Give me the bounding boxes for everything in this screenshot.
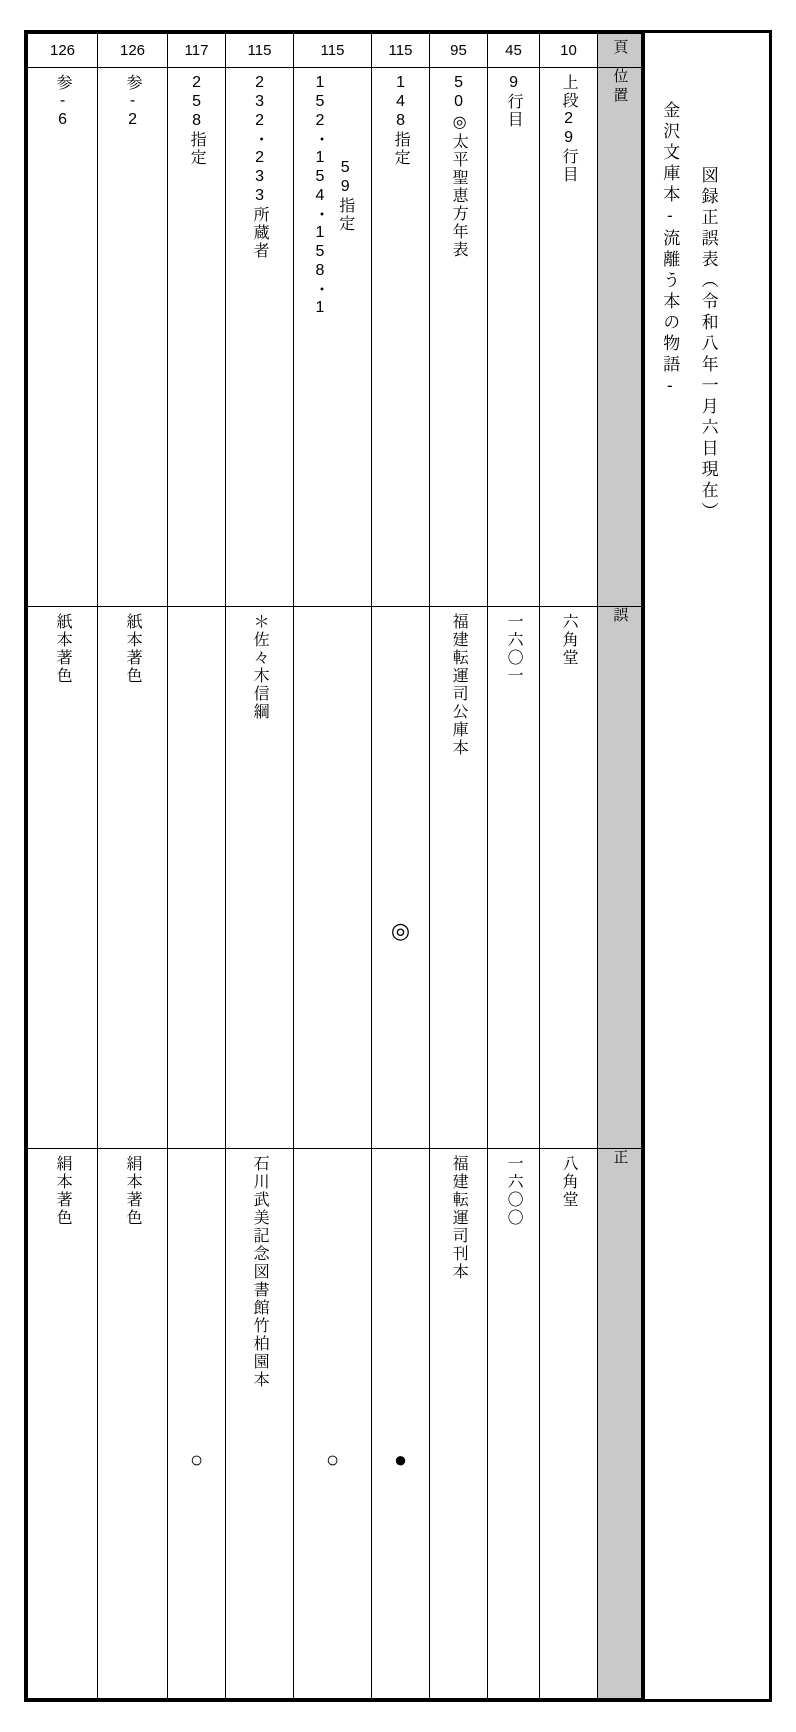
- cell-correct-7: [488, 1148, 540, 1698]
- cell-correct-2-mark: ○: [189, 1446, 204, 1472]
- cell-wrong-1-text: 紙本著色: [124, 613, 142, 686]
- cell-correct-7-text: 一六〇〇: [505, 1154, 523, 1227]
- cell-location-8-text: 上段29行目: [560, 74, 578, 185]
- cell-location-0-text: 参‐6: [54, 74, 72, 131]
- cell-wrong-5-mark: ◎: [390, 917, 411, 943]
- cell-location-3-text: 232・233所蔵者: [251, 74, 269, 261]
- cell-location-0: [28, 68, 98, 607]
- cell-correct-0: [28, 1148, 98, 1698]
- cell-wrong-7: [488, 607, 540, 1148]
- row-label-location: [598, 68, 642, 607]
- row-label-correct: [598, 1148, 642, 1698]
- cell-correct-4: [294, 1148, 372, 1698]
- cell-location-6-text: 50◎太平聖恵方年表: [450, 74, 468, 260]
- cell-correct-8: [540, 1148, 598, 1698]
- errata-table-container: [27, 33, 645, 1699]
- cell-wrong-3-text: ＊佐々木信綱: [251, 613, 269, 722]
- row-label-wrong: [598, 607, 642, 1148]
- title-column: [645, 33, 796, 1699]
- cell-location-4-text-b: 152・154・158・1: [311, 74, 329, 319]
- cell-location-3: [226, 68, 294, 607]
- cell-page-2: 117: [168, 34, 226, 68]
- cell-wrong-4: [294, 607, 372, 1148]
- cell-page-6: 95: [430, 34, 488, 68]
- cell-correct-6-text: 福建転運司刊本: [450, 1154, 468, 1281]
- cell-correct-3: [226, 1148, 294, 1698]
- cell-correct-4-mark: ○: [325, 1446, 340, 1472]
- cell-wrong-0-text: 紙本著色: [54, 613, 72, 686]
- row-label-correct-text: 正: [611, 1148, 629, 1168]
- cell-location-6: [430, 68, 488, 607]
- cell-location-2: [168, 68, 226, 607]
- row-label-location-text: 位置: [611, 68, 629, 107]
- cell-location-7: [488, 68, 540, 607]
- cell-wrong-5: [372, 607, 430, 1148]
- errata-table: [27, 33, 642, 1699]
- cell-correct-2: [168, 1148, 226, 1698]
- cell-location-7-text: 9行目: [505, 74, 523, 130]
- cell-correct-1-text: 絹本著色: [124, 1154, 142, 1227]
- table-row-correct: [28, 1148, 642, 1698]
- cell-correct-0-text: 絹本著色: [54, 1154, 72, 1227]
- cell-correct-5: [372, 1148, 430, 1698]
- cell-location-4: [294, 68, 372, 607]
- cell-page-8: 10: [540, 34, 598, 68]
- cell-correct-8-text: 八角堂: [560, 1154, 578, 1209]
- cell-location-1: [98, 68, 168, 607]
- table-row-location: [28, 68, 642, 607]
- cell-correct-5-mark: ●: [393, 1446, 408, 1472]
- cell-location-4-text-a: 59指定: [336, 159, 354, 234]
- cell-wrong-2: [168, 607, 226, 1148]
- cell-page-4: 115: [294, 34, 372, 68]
- errata-frame: [24, 30, 772, 1702]
- cell-wrong-3: [226, 607, 294, 1148]
- cell-location-8: [540, 68, 598, 607]
- document-subtitle: 図録正誤表（令和八年一月六日現在）: [698, 166, 718, 523]
- cell-wrong-1: [98, 607, 168, 1148]
- table-row-wrong: [28, 607, 642, 1148]
- cell-page-3: 115: [226, 34, 294, 68]
- cell-page-1: 126: [98, 34, 168, 68]
- cell-correct-3-text: 石川武美記念図書館竹柏園本: [251, 1154, 269, 1389]
- row-label-wrong-text: 誤: [611, 607, 629, 627]
- cell-location-5-text: 148指定: [392, 74, 410, 168]
- cell-correct-6: [430, 1148, 488, 1698]
- cell-page-0: 126: [28, 34, 98, 68]
- cell-location-5: [372, 68, 430, 607]
- cell-wrong-8: [540, 607, 598, 1148]
- cell-wrong-8-text: 六角堂: [560, 613, 578, 668]
- row-label-page-text: 頁: [611, 39, 629, 59]
- cell-wrong-0: [28, 607, 98, 1148]
- table-row-page: [28, 34, 642, 68]
- cell-location-1-text: 参‐2: [124, 74, 142, 131]
- cell-correct-1: [98, 1148, 168, 1698]
- cell-page-5: 115: [372, 34, 430, 68]
- cell-page-7: 45: [488, 34, 540, 68]
- document-title: 金沢文庫本‐流離う本の物語‐: [660, 101, 680, 399]
- cell-location-4-pair: [294, 68, 371, 318]
- row-label-page: [598, 34, 642, 68]
- cell-wrong-7-text: 一六〇一: [505, 613, 523, 686]
- cell-location-2-text: 258指定: [188, 74, 206, 168]
- cell-wrong-6-text: 福建転運司公庫本: [450, 613, 468, 758]
- cell-wrong-6: [430, 607, 488, 1148]
